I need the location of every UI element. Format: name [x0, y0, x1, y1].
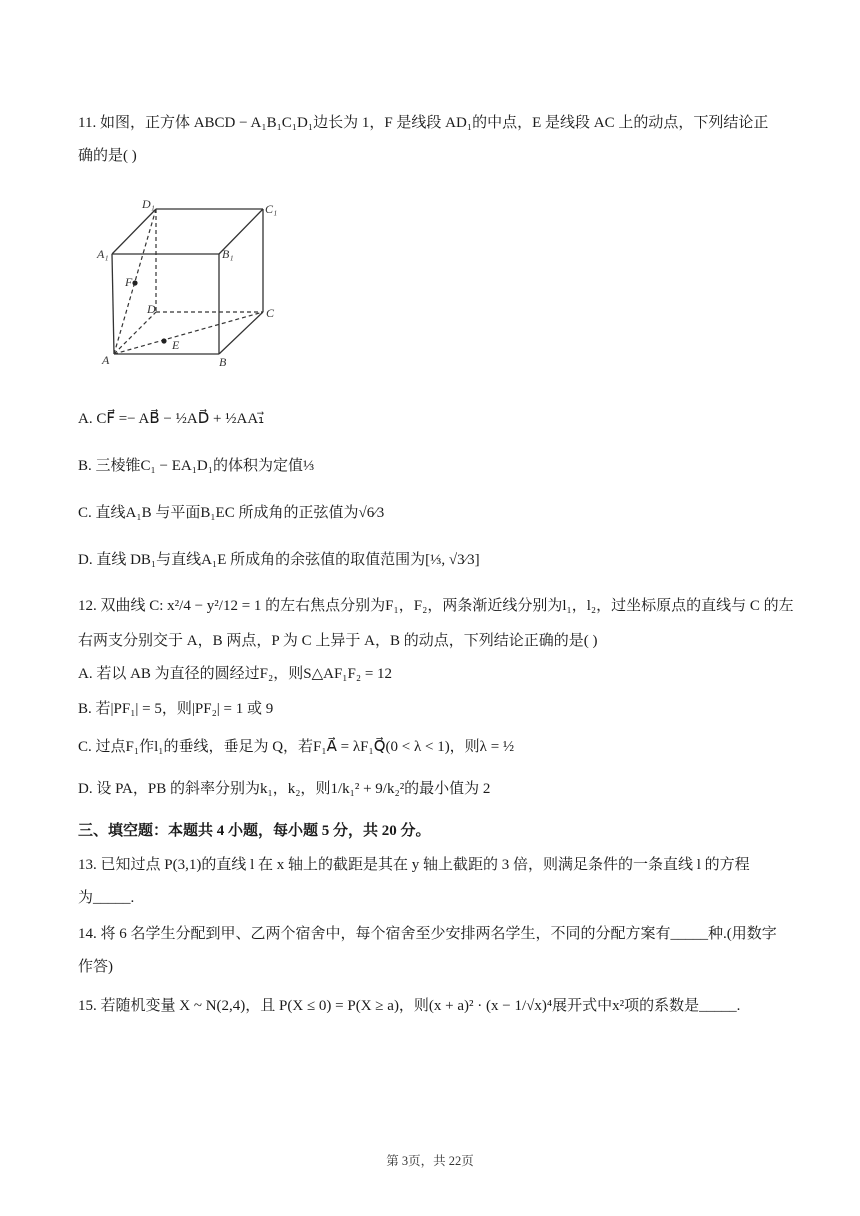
q13-line1: 13. 已知过点 P(3,1)的直线 l 在 x 轴上的截距是其在 y 轴上截距的 3 倍，则满足条件的一条直线 l 的方程 [78, 857, 750, 873]
q11-stem-line1: 11. 如图，正方体 ABCD − A₁B₁C₁D₁边长为 1，F 是线段 AD₁的中点，E 是线段 AC 上的动点，下列结论正 [78, 115, 769, 131]
section-heading: 三、填空题：本题共 4 小题，每小题 5 分，共 20 分。 [78, 823, 431, 839]
q11-option-c: C. 直线A₁B 与平面B₁EC 所成角的正弦值为√6⁄3 [78, 505, 385, 521]
q11-option-d: D. 直线 DB₁与直线A₁E 所成角的余弦值的取值范围为[⅓, √3⁄3] [78, 552, 480, 568]
q12-option-a: A. 若以 AB 为直径的圆经过F₂，则S△AF₁F₂ = 12 [78, 666, 393, 682]
label-A: A [102, 353, 110, 367]
q14-line2: 作答) [78, 959, 113, 975]
label-C: C [266, 306, 275, 320]
label-F: F [125, 275, 133, 289]
q12-stem-line2: 右两支分别交于 A，B 两点，P 为 C 上异于 A，B 的动点，下列结论正确的是( ) [78, 633, 598, 649]
q15-line1: 15. 若随机变量 X ~ N(2,4)，且 P(X ≤ 0) = P(X ≥ a)，则(x + a)² · (x − 1/√x)⁴展开式中x²项的系数是_____. [78, 998, 741, 1014]
q12-stem-line1: 12. 双曲线 C: x²/4 − y²/12 = 1 的左右焦点分别为F₁，F₂，两条渐近线分别为l₁，l₂，过坐标原点的直线与 C 的左 [78, 598, 794, 614]
label-C1: C₁ [265, 202, 278, 216]
q11-option-b: B. 三棱锥C₁ − EA₁D₁的体积为定值⅓ [78, 458, 315, 474]
q12-option-c: C. 过点F₁作l₁的垂线，垂足为 Q，若F₁A⃗ = λF₁Q⃗(0 < λ < 1)，则λ = ½ [78, 739, 515, 755]
q11-stem-line2: 确的是( ) [78, 148, 137, 164]
q12-option-b: B. 若|PF₁| = 5，则|PF₂| = 1 或 9 [78, 701, 274, 717]
label-B1: B₁ [222, 247, 234, 261]
label-D: D [147, 302, 156, 316]
q14-line1: 14. 将 6 名学生分配到甲、乙两个宿舍中，每个宿舍至少安排两名学生，不同的分配方案有_____种.(用数字 [78, 926, 777, 942]
cube-figure [92, 192, 292, 377]
label-D1: D₁ [142, 197, 155, 211]
label-B: B [219, 355, 227, 369]
q13-line2: 为_____. [78, 890, 135, 906]
label-E: E [172, 338, 180, 352]
label-A1: A₁ [97, 247, 109, 261]
q11-option-a: A. CF⃗ =− AB⃗ − ½AD⃗ + ½AA₁⃗ [78, 411, 265, 427]
page-number: 第 3页，共 22页 [386, 1154, 474, 1168]
q12-option-d: D. 设 PA，PB 的斜率分别为k₁，k₂，则1/k₁² + 9/k₂²的最小值为 2 [78, 781, 491, 797]
